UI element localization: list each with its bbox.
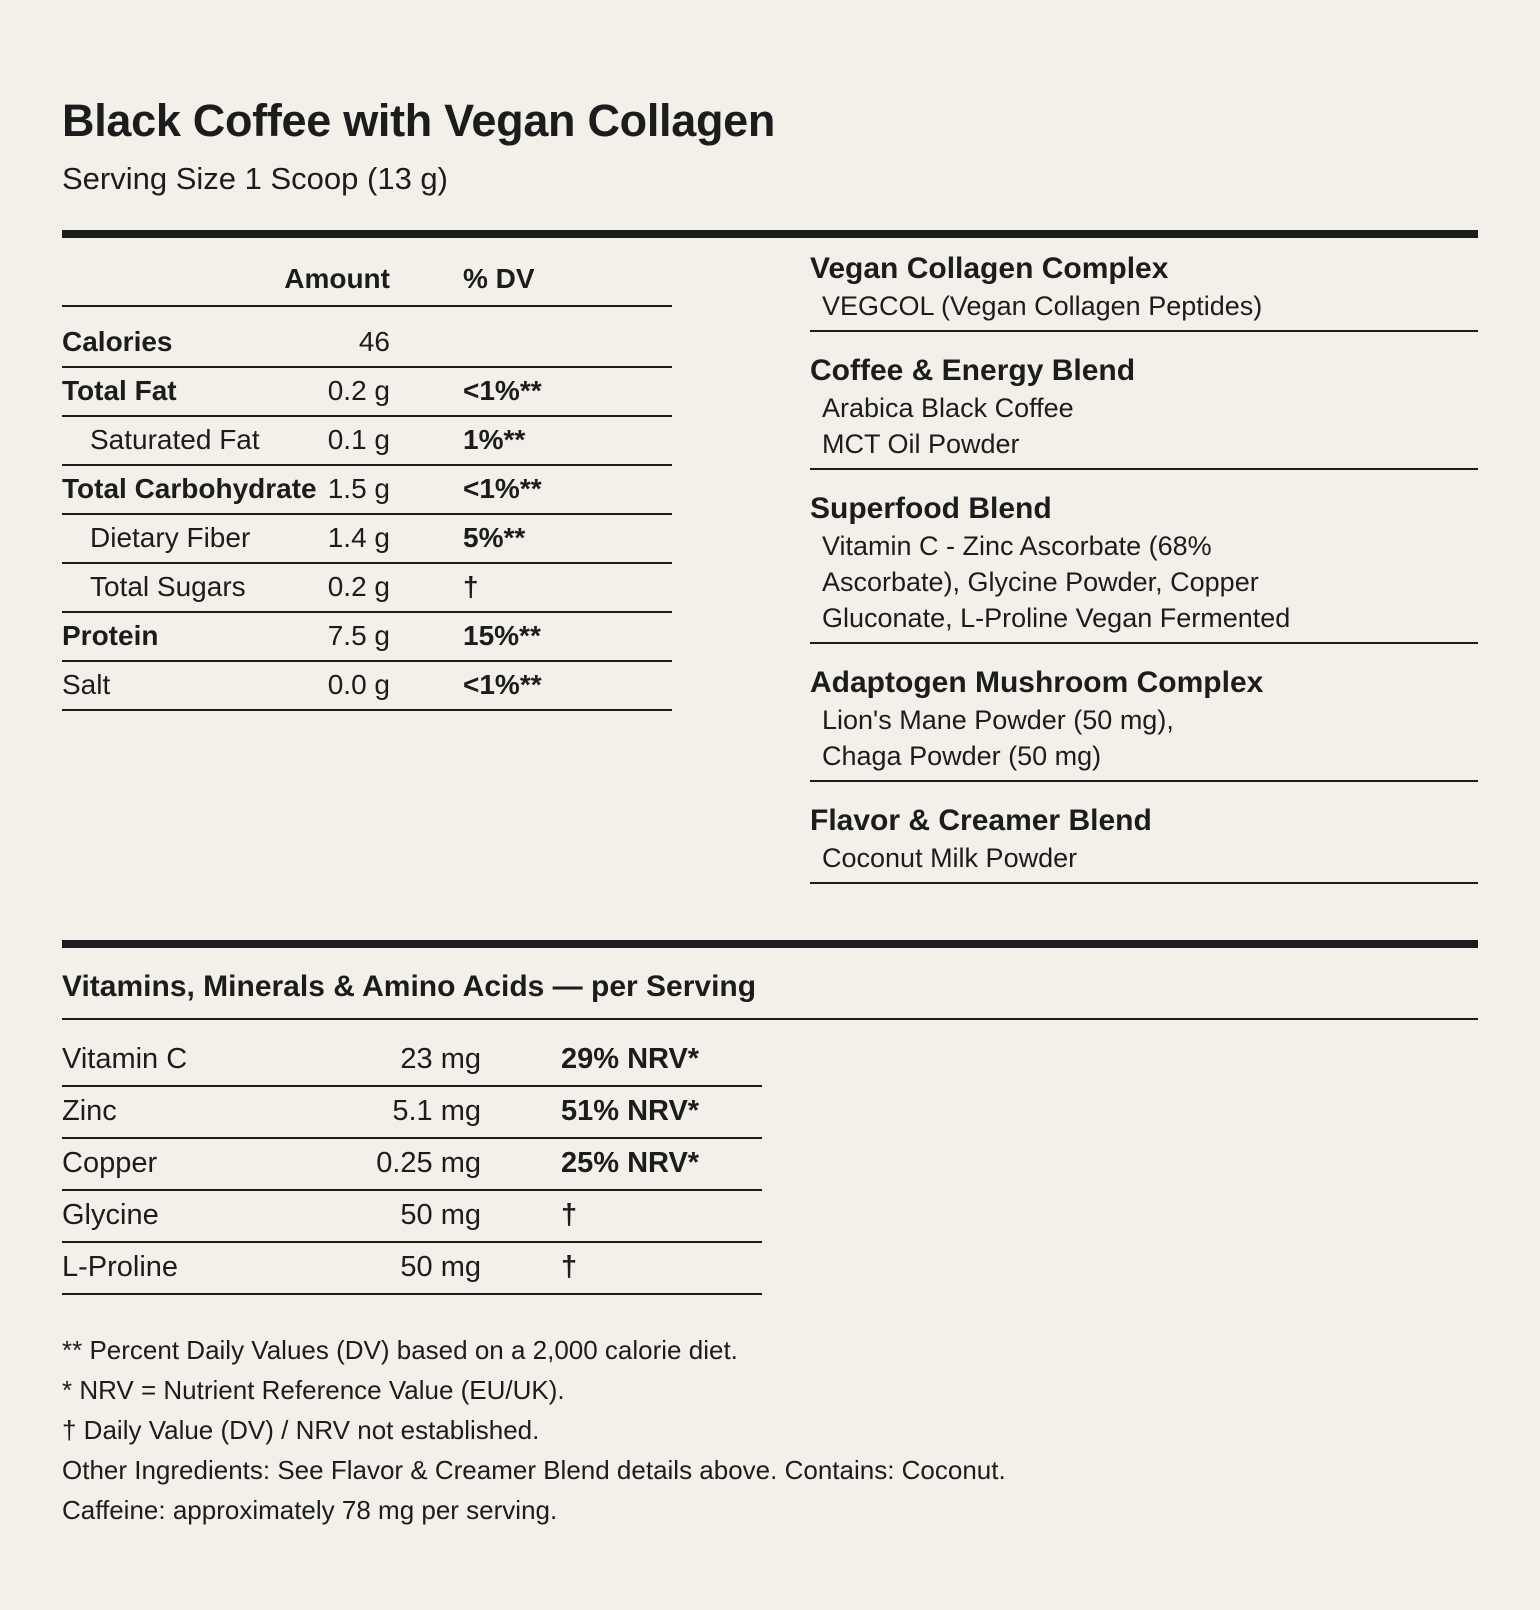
nutrient-name: Dietary Fiber — [90, 522, 251, 553]
blend-section — [810, 802, 1478, 884]
nutrient-name: Calories — [62, 326, 173, 357]
blend-items — [810, 390, 1478, 462]
footnote-line: * NRV = Nutrient Reference Value (EU/UK). — [62, 1375, 565, 1405]
vitamin-nrv: 29% NRV* — [561, 1043, 700, 1075]
nutrient-amount: 1.5 g — [327, 473, 390, 504]
nutrition-table — [62, 255, 672, 711]
blend-ingredient: Coconut Milk Powder — [822, 843, 1078, 873]
amount-header: Amount — [284, 263, 390, 294]
nutrient-amount: 0.2 g — [327, 571, 390, 602]
blend-ingredient: Lion's Mane Powder (50 mg), — [822, 705, 1174, 735]
blend-ingredient: VEGCOL (Vegan Collagen Peptides) — [822, 291, 1263, 321]
vitamins-title: Vitamins, Minerals & Amino Acids — per Serving — [62, 970, 757, 1003]
nutrient-name: Saturated Fat — [90, 424, 260, 455]
nutrient-row — [62, 515, 672, 564]
vitamin-row — [62, 1139, 762, 1191]
footnotes — [62, 1330, 1478, 1530]
nutrient-amount: 0.2 g — [327, 375, 390, 406]
nutrient-dv: † — [463, 571, 479, 602]
vitamin-name: Zinc — [62, 1095, 117, 1127]
nutrient-row — [62, 368, 672, 417]
footnote-line: † Daily Value (DV) / NRV not established. — [62, 1415, 540, 1445]
vitamin-amount: 50 mg — [400, 1199, 481, 1231]
nutrient-dv: 15%** — [463, 620, 541, 651]
blend-items — [810, 702, 1478, 774]
vitamin-row — [62, 1243, 762, 1295]
nutrient-name: Total Carbohydrate — [62, 473, 317, 504]
vitamin-name: Copper — [62, 1147, 158, 1179]
blends-list — [810, 250, 1478, 904]
vitamin-amount: 50 mg — [400, 1251, 481, 1283]
vitamin-name: L-Proline — [62, 1251, 179, 1283]
blend-items — [810, 288, 1478, 324]
blend-section — [810, 352, 1478, 470]
blend-items — [810, 528, 1478, 636]
nutrient-name: Protein — [62, 620, 159, 651]
blend-ingredient: Gluconate, L-Proline Vegan Fermented — [822, 603, 1291, 633]
nutrient-amount: 1.4 g — [327, 522, 390, 553]
top-divider — [62, 230, 1478, 238]
nutrient-dv: <1%** — [463, 375, 542, 406]
vitamin-nrv: 25% NRV* — [561, 1147, 700, 1179]
blend-ingredient: Ascorbate), Glycine Powder, Copper — [822, 567, 1259, 597]
blend-title: Coffee & Energy Blend — [810, 354, 1136, 387]
vitamin-amount: 0.25 mg — [376, 1147, 481, 1179]
nutrient-row — [62, 417, 672, 466]
blend-section — [810, 664, 1478, 782]
nutrition-table-header — [62, 255, 672, 307]
nutrient-amount: 0.1 g — [327, 424, 390, 455]
nutrient-row — [62, 613, 672, 662]
vitamin-row — [62, 1191, 762, 1243]
blend-title: Flavor & Creamer Blend — [810, 804, 1152, 837]
blend-ingredient: Chaga Powder (50 mg) — [822, 741, 1102, 771]
nutrient-name: Total Sugars — [90, 571, 246, 602]
nutrient-row — [62, 466, 672, 515]
nutrient-dv: 1%** — [463, 424, 526, 455]
nutrient-row — [62, 564, 672, 613]
vitamin-nrv: † — [561, 1251, 578, 1283]
nutrient-name: Total Fat — [62, 375, 177, 406]
nutrient-amount: 7.5 g — [327, 620, 390, 651]
nutrient-dv: 5%** — [463, 522, 526, 553]
blend-section — [810, 250, 1478, 332]
dv-header: % DV — [463, 263, 535, 294]
vitamin-amount: 5.1 mg — [392, 1095, 481, 1127]
serving-size: Serving Size 1 Scoop (13 g) — [62, 161, 448, 196]
blend-ingredient: Vitamin C - Zinc Ascorbate (68% — [822, 531, 1212, 561]
blend-title: Superfood Blend — [810, 492, 1052, 525]
vitamin-row — [62, 1087, 762, 1139]
blend-items — [810, 840, 1478, 876]
nutrient-amount: 46 — [358, 326, 390, 357]
nutrition-rows — [62, 307, 672, 711]
blend-section — [810, 490, 1478, 644]
vitamin-amount: 23 mg — [400, 1043, 481, 1075]
nutrient-row — [62, 662, 672, 711]
vitamin-nrv: 51% NRV* — [561, 1095, 700, 1127]
vitamin-nrv: † — [561, 1199, 578, 1231]
footnote-line: ** Percent Daily Values (DV) based on a 2,000 calorie diet. — [62, 1335, 738, 1365]
nutrient-amount: 0.0 g — [327, 669, 390, 700]
blend-title: Adaptogen Mushroom Complex — [810, 666, 1264, 699]
vitamin-name: Glycine — [62, 1199, 159, 1231]
nutrient-name: Salt — [62, 669, 111, 700]
middle-divider — [62, 940, 1478, 948]
vitamin-name: Vitamin C — [62, 1043, 188, 1075]
blend-ingredient: MCT Oil Powder — [822, 429, 1020, 459]
blend-title: Vegan Collagen Complex — [810, 252, 1169, 285]
nutrient-dv: <1%** — [463, 669, 542, 700]
product-title: Black Coffee with Vegan Collagen — [62, 95, 776, 146]
vitamins-divider — [62, 1018, 1478, 1020]
nutrient-row — [62, 307, 672, 368]
footnote-line: Other Ingredients: See Flavor & Creamer Blend details above. Contains: Coconut. — [62, 1455, 1006, 1485]
footnote-line: Caffeine: approximately 78 mg per serving. — [62, 1495, 558, 1525]
nutrient-dv: <1%** — [463, 473, 542, 504]
vitamin-row — [62, 1035, 762, 1087]
vitamins-table — [62, 1035, 762, 1295]
blend-ingredient: Arabica Black Coffee — [822, 393, 1074, 423]
